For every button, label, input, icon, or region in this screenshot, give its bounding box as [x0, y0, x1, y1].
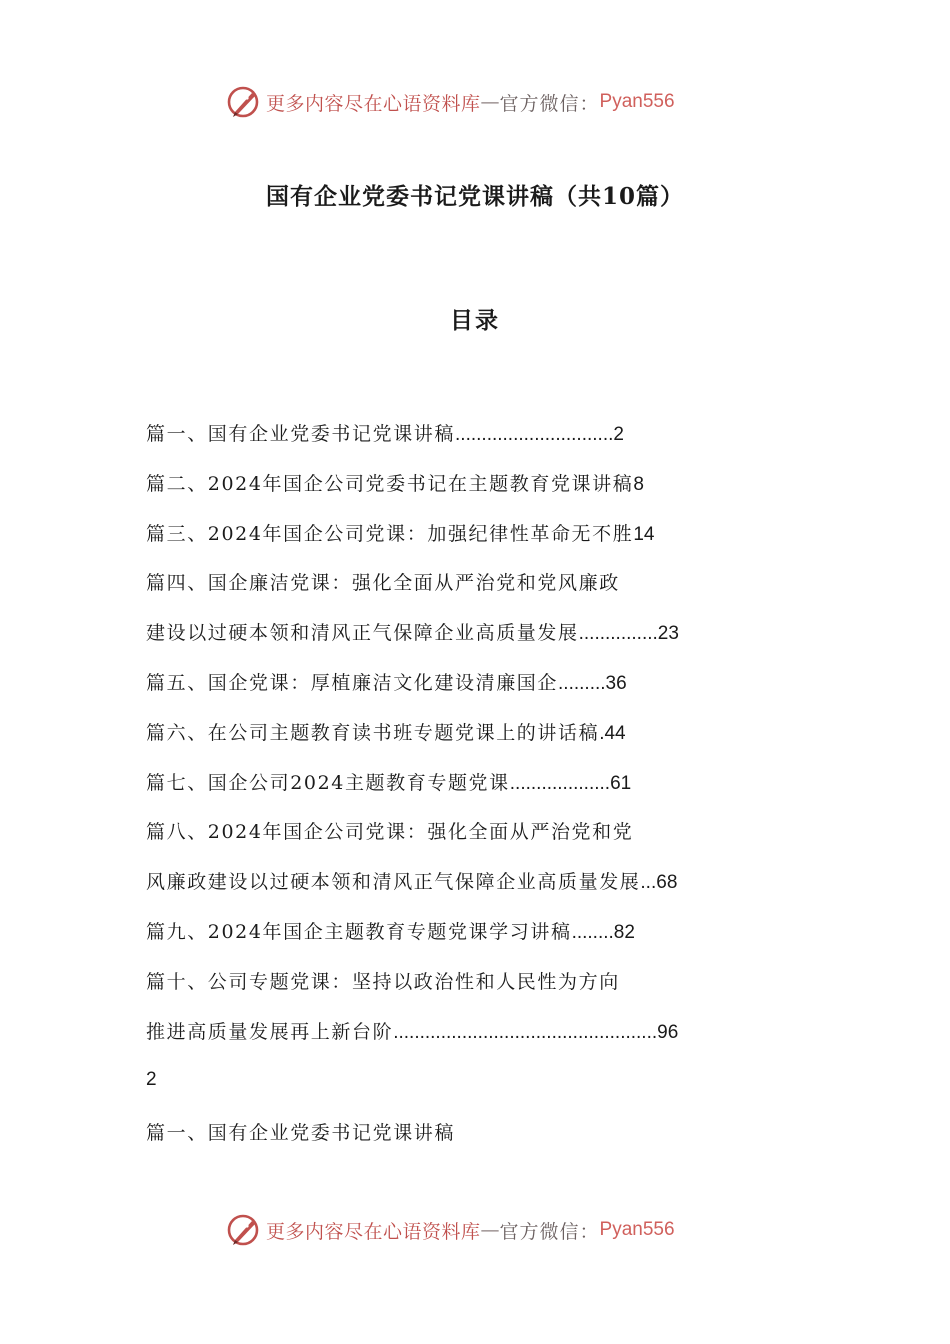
- pen-logo-icon: [226, 1212, 262, 1248]
- toc-line-text: 篇三、2024年国企公司党课：加强纪律性革命无不胜: [146, 522, 634, 545]
- toc-line[interactable]: [146, 1017, 766, 1067]
- toc-line-page: 23: [657, 623, 679, 645]
- toc-line-page: 8: [633, 473, 644, 495]
- banner-separator: —: [480, 1219, 500, 1241]
- toc-line[interactable]: [146, 768, 766, 818]
- toc-line-text: 风廉政建设以过硬本领和清风正气保障企业高质量发展: [146, 871, 641, 894]
- toc-line-text: 篇一、国有企业党委书记党课讲稿: [146, 423, 456, 445]
- header-banner: [226, 82, 746, 122]
- toc-line-text: 篇四、国企廉洁党课：强化全面从严治党和党风廉政: [146, 572, 620, 595]
- toc-line[interactable]: [146, 469, 766, 519]
- toc-line-dots: ..............................: [455, 424, 614, 445]
- toc-line-page: 36: [605, 672, 627, 694]
- toc-line[interactable]: [146, 817, 766, 867]
- toc-line-text: 篇六、在公司主题教育读书班专题党课上的讲话稿: [146, 721, 600, 744]
- toc-line-page: 82: [613, 921, 635, 943]
- table-of-contents: [146, 419, 766, 1066]
- toc-line-text: 建设以过硬本领和清风正气保障企业高质量发展: [146, 622, 579, 645]
- toc-line-page: 14: [633, 523, 655, 545]
- toc-line-text: 篇十、公司专题党课：坚持以政治性和人民性为方向: [146, 970, 620, 993]
- toc-line-text: 篇七、国企公司2024主题教育专题党课: [146, 771, 510, 794]
- document-title: 国有企业党委书记党课讲稿（共10篇）: [265, 183, 684, 210]
- banner-text: 更多内容尽在心语资料库: [266, 1220, 481, 1243]
- toc-line[interactable]: [146, 568, 766, 618]
- toc-line-dots: ...................: [509, 772, 611, 794]
- toc-heading: 目录: [450, 307, 500, 334]
- toc-line[interactable]: [146, 519, 766, 569]
- toc-line-text: 篇五、国企党课：厚植廉洁文化建设清廉国企: [146, 671, 559, 694]
- toc-line-text: 篇二、2024年国企公司党委书记在主题教育党课讲稿: [146, 472, 634, 495]
- toc-line-page: 96: [657, 1021, 679, 1043]
- toc-line-dots: ..................................................: [393, 1021, 658, 1043]
- toc-line-dots: ........: [571, 921, 614, 943]
- pen-logo-icon: [226, 84, 262, 120]
- toc-line-page: 68: [656, 872, 678, 894]
- banner-separator: —: [480, 91, 500, 113]
- toc-line[interactable]: [146, 419, 766, 469]
- toc-line-text: 篇八、2024年国企公司党课：强化全面从严治党和党: [146, 821, 634, 844]
- toc-line-text: 推进高质量发展再上新台阶: [146, 1020, 394, 1043]
- toc-line-dots: ...............: [578, 623, 658, 645]
- toc-line[interactable]: [146, 718, 766, 768]
- banner-wechat-label: 官方微信：: [499, 1220, 600, 1243]
- toc-line-text: 篇九、2024年国企主题教育专题党课学习讲稿: [146, 920, 572, 943]
- toc-line[interactable]: [146, 668, 766, 718]
- toc-line-page: 44: [604, 722, 626, 744]
- page-marker: 2: [146, 1069, 157, 1090]
- toc-line-dots: ...: [640, 872, 657, 894]
- section-title: 篇一、国有企业党委书记党课讲稿: [146, 1122, 456, 1144]
- banner-wechat-label: 官方微信：: [499, 92, 600, 115]
- banner-wechat-id: Pyan556: [599, 1219, 675, 1240]
- toc-line-dots: .: [599, 722, 605, 744]
- toc-line-page: 2: [613, 424, 624, 445]
- toc-line[interactable]: [146, 917, 766, 967]
- toc-line[interactable]: [146, 618, 766, 668]
- toc-line-page: 61: [610, 772, 632, 794]
- toc-line[interactable]: [146, 967, 766, 1017]
- toc-line-dots: .........: [558, 672, 606, 694]
- banner-wechat-id: Pyan556: [599, 91, 675, 112]
- banner-text: 更多内容尽在心语资料库: [266, 92, 481, 115]
- footer-banner: [226, 1210, 746, 1250]
- toc-line[interactable]: [146, 867, 766, 917]
